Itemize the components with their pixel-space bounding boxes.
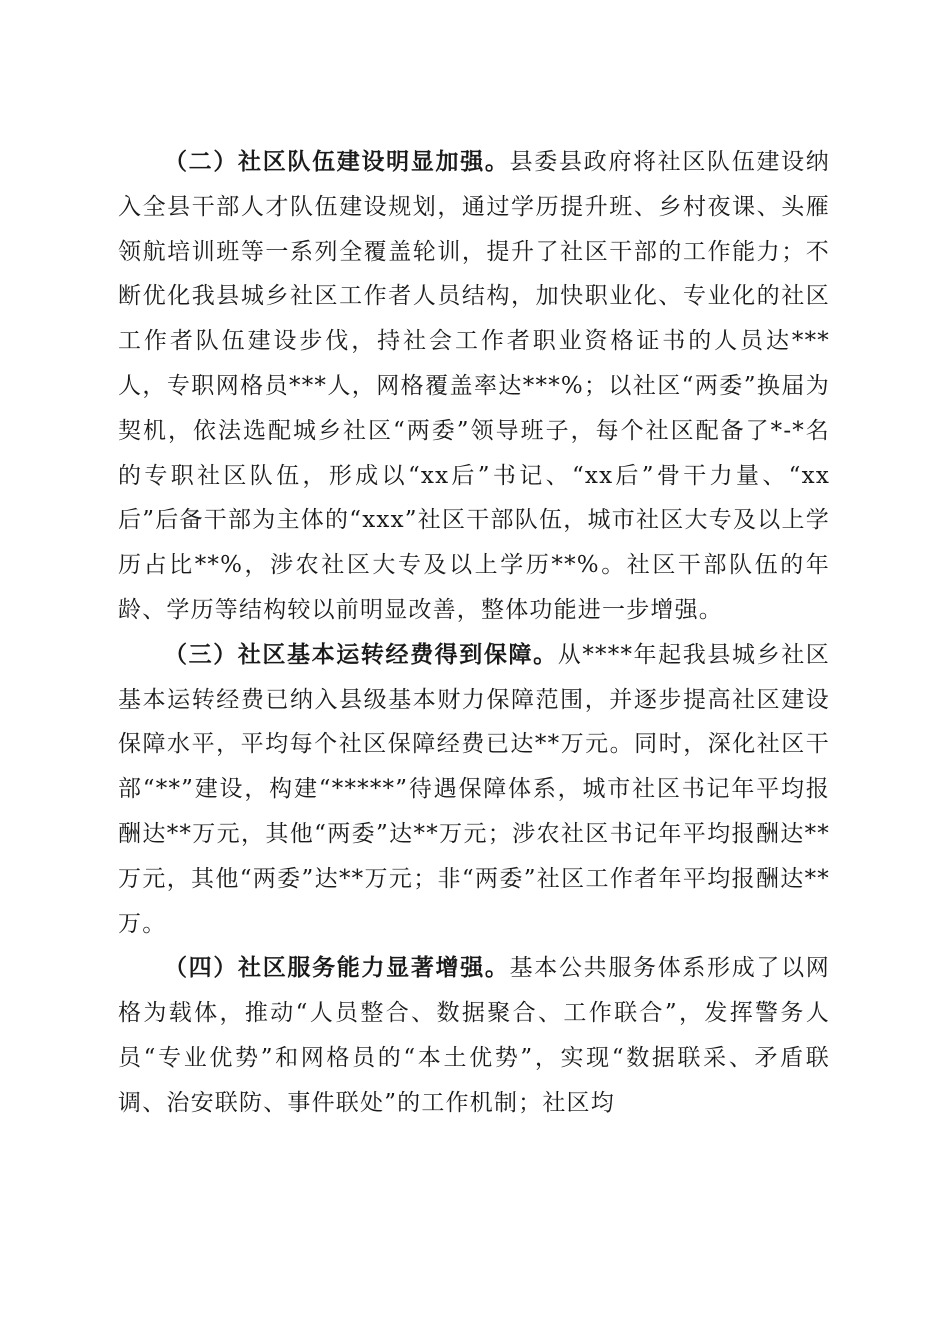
- paragraph-text: 从****年起我县城乡社区基本运转经费已纳入县级基本财力保障范围，并逐步提高社区建设保障水平，平均每个社区保障经费已达**万元。同时，深化社区干部“**”建设，构建“*****”待遇保障体系，城市社区书记年平均报酬达**万元，其他“两委”达**万元；涉农社区书记年平均报酬达**万元，其他“两委”达**万元；非“两委”社区工作者年平均报酬达**万。: [118, 641, 831, 937]
- paragraph-text: 县委县政府将社区队伍建设纳入全县干部人才队伍建设规划，通过学历提升班、乡村夜课、头雁领航培训班等一系列全覆盖轮训，提升了社区干部的工作能力；不断优化我县城乡社区工作者人员结构，加快职业化、专业化的社区工作者队伍建设步伐，持社会工作者职业资格证书的人员达***人，专职网格员***人，网格覆盖率达***%；以社区“两委”换届为契机，依法选配城乡社区“两委”领导班子，每个社区配备了*-*名的专职社区队伍，形成以“xx后”书记、“xx后”骨干力量、“xx后”后备干部为主体的“xxx”社区干部队伍，城市社区大专及以上学历占比**%，涉农社区大专及以上学历**%。社区干部队伍的年龄、学历等结构较以前明显改善，整体功能进一步增强。: [118, 149, 830, 623]
- paragraph-heading: （四）社区服务能力显著增强。: [164, 954, 510, 982]
- paragraph-funding: [118, 633, 830, 947]
- document-body: [118, 140, 830, 1126]
- paragraph-team-building: [118, 140, 830, 633]
- paragraph-heading: （二）社区队伍建设明显加强。: [164, 148, 510, 175]
- paragraph-text: 基本公共服务体系形成了以网格为载体，推动“人员整合、数据聚合、工作联合”，发挥警务人员“专业优势”和网格员的“本土优势”，实现“数据联采、矛盾联调、治安联防、事件联处”的工作机制；社区均: [118, 955, 830, 1116]
- paragraph-heading: （三）社区基本运转经费得到保障。: [164, 640, 558, 668]
- paragraph-service-capacity: [118, 946, 830, 1125]
